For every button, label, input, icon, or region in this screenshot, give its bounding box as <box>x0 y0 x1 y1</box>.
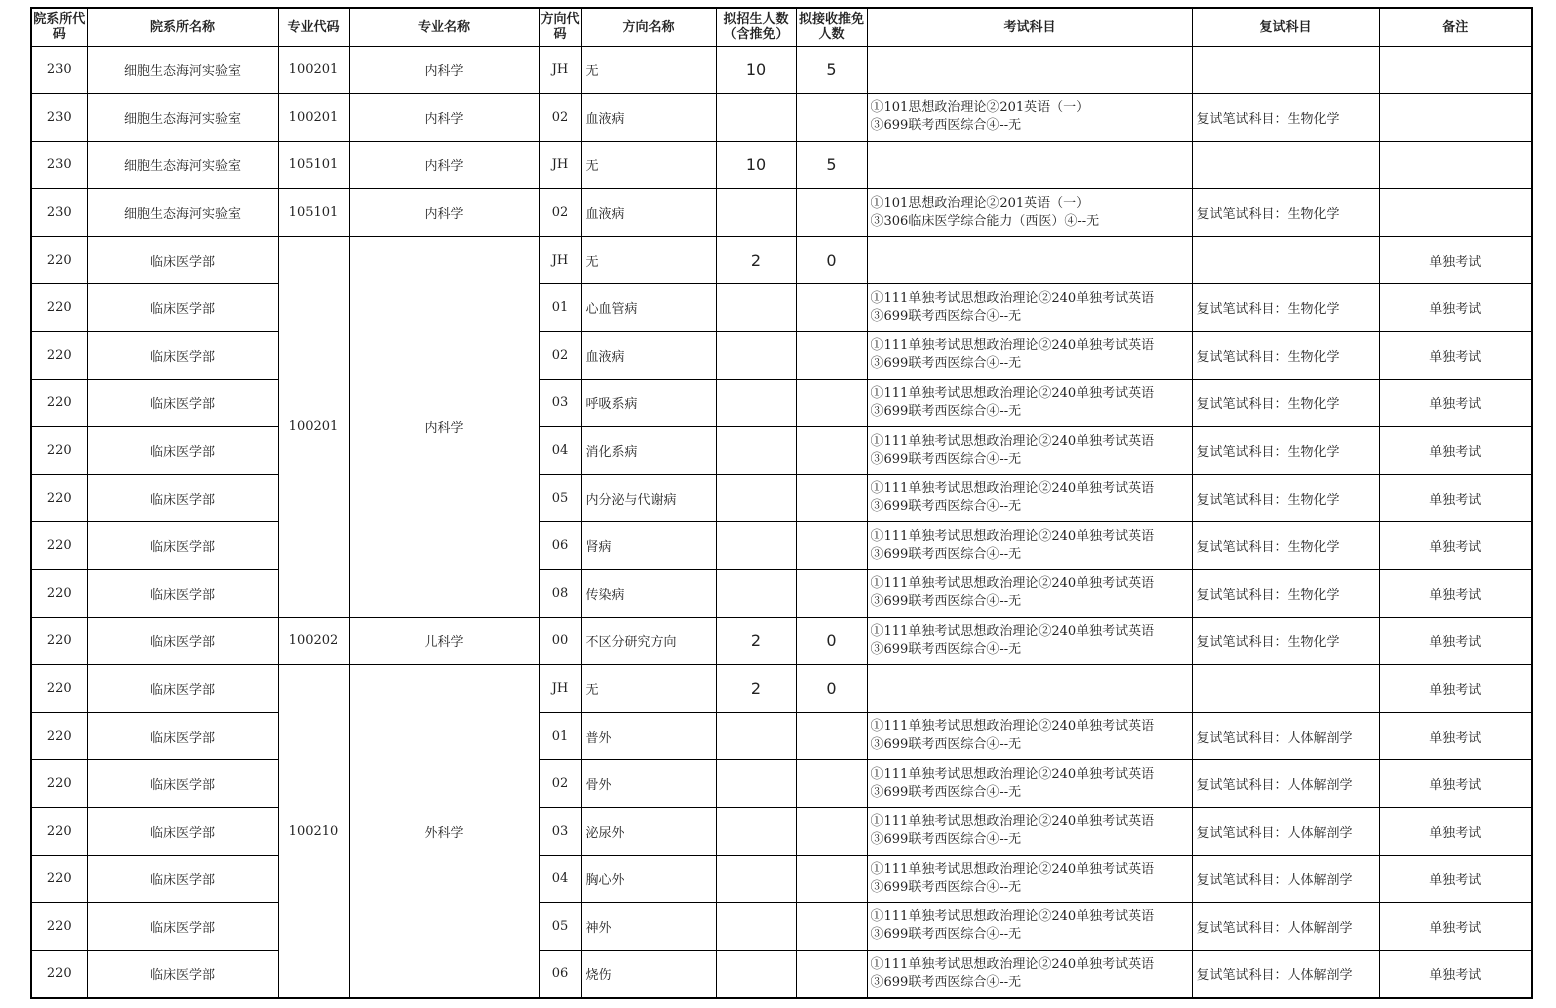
header-dept-code: 院系所代码 <box>31 8 87 46</box>
dir-name-cell: 胸心外 <box>581 855 716 903</box>
retest-subjects-cell: 复试笔试科目：生物化学 <box>1192 284 1379 332</box>
note-cell: 单独考试 <box>1379 903 1532 951</box>
exam-line-1: ①111单独考试思想政治理论②240单独考试英语 <box>870 909 1155 925</box>
retest-subjects-cell: 复试笔试科目：生物化学 <box>1192 189 1379 237</box>
dept-code-cell: 220 <box>31 665 87 713</box>
dir-name-cell: 心血管病 <box>581 284 716 332</box>
dir-name-cell: 无 <box>581 141 716 189</box>
major-name-cell: 内科学 <box>349 236 539 617</box>
table-row <box>31 808 1532 856</box>
dept-code-cell: 220 <box>31 284 87 332</box>
exam-subjects-cell <box>867 855 1192 903</box>
dept-name-cell: 临床医学部 <box>87 950 278 998</box>
dir-code-cell: 06 <box>539 522 581 570</box>
dir-code-cell: 01 <box>539 712 581 760</box>
major-code-cell: 100201 <box>278 94 349 142</box>
dir-name-cell: 普外 <box>581 712 716 760</box>
enroll-count-cell: 10 <box>716 141 796 189</box>
table-row <box>31 665 1532 713</box>
dept-code-cell: 220 <box>31 379 87 427</box>
dir-name-cell: 不区分研究方向 <box>581 617 716 665</box>
enroll-count-cell <box>716 332 796 380</box>
dir-code-cell: 05 <box>539 474 581 522</box>
exam-line-2: ③699联考西医综合④--无 <box>870 118 1022 134</box>
dept-code-cell: 230 <box>31 189 87 237</box>
exam-line-1: ①111单独考试思想政治理论②240单独考试英语 <box>870 719 1155 735</box>
dept-name-cell: 细胞生态海河实验室 <box>87 189 278 237</box>
dept-name-cell: 临床医学部 <box>87 522 278 570</box>
exempt-count-cell <box>796 284 867 332</box>
exam-subjects-cell <box>867 189 1192 237</box>
dir-code-cell: JH <box>539 46 581 94</box>
table-row <box>31 379 1532 427</box>
major-name-cell: 内科学 <box>349 94 539 142</box>
note-cell: 单独考试 <box>1379 950 1532 998</box>
retest-subjects-cell: 复试笔试科目：生物化学 <box>1192 570 1379 618</box>
exam-line-2: ③699联考西医综合④--无 <box>870 499 1022 515</box>
exempt-count-cell <box>796 332 867 380</box>
retest-subjects-cell: 复试笔试科目：生物化学 <box>1192 474 1379 522</box>
enroll-count-cell <box>716 570 796 618</box>
exam-line-2: ③699联考西医综合④--无 <box>870 879 1022 895</box>
table-body <box>31 46 1532 998</box>
exam-subjects-cell <box>867 379 1192 427</box>
exam-line-1: ①111单独考试思想政治理论②240单独考试英语 <box>870 623 1155 639</box>
note-cell: 单独考试 <box>1379 379 1532 427</box>
major-code-cell: 100202 <box>278 617 349 665</box>
exam-subjects-cell <box>867 474 1192 522</box>
note-cell: 单独考试 <box>1379 570 1532 618</box>
retest-subjects-cell: 复试笔试科目：人体解剖学 <box>1192 903 1379 951</box>
dir-name-cell: 内分泌与代谢病 <box>581 474 716 522</box>
enroll-count-cell <box>716 903 796 951</box>
dept-code-cell: 220 <box>31 332 87 380</box>
exempt-count-cell <box>796 522 867 570</box>
exam-subjects-cell <box>867 46 1192 94</box>
dir-name-cell: 泌尿外 <box>581 808 716 856</box>
note-cell: 单独考试 <box>1379 855 1532 903</box>
dept-code-cell: 220 <box>31 855 87 903</box>
dir-name-cell: 呼吸系病 <box>581 379 716 427</box>
exam-subjects-cell <box>867 94 1192 142</box>
exam-line-2: ③699联考西医综合④--无 <box>870 356 1022 372</box>
dir-code-cell: 06 <box>539 950 581 998</box>
major-name-cell: 内科学 <box>349 189 539 237</box>
exempt-count-cell <box>796 474 867 522</box>
dept-code-cell: 220 <box>31 474 87 522</box>
exam-subjects-cell <box>867 427 1192 475</box>
table-row <box>31 950 1532 998</box>
exam-line-2: ③699联考西医综合④--无 <box>870 927 1022 943</box>
major-code-cell: 105101 <box>278 189 349 237</box>
exempt-count-cell <box>796 950 867 998</box>
retest-subjects-cell: 复试笔试科目：生物化学 <box>1192 427 1379 475</box>
table-row <box>31 284 1532 332</box>
dept-code-cell: 220 <box>31 617 87 665</box>
exam-subjects-cell <box>867 284 1192 332</box>
enroll-count-cell <box>716 855 796 903</box>
enroll-count-cell <box>716 94 796 142</box>
dept-name-cell: 临床医学部 <box>87 474 278 522</box>
dept-code-cell: 230 <box>31 46 87 94</box>
dept-name-cell: 临床医学部 <box>87 617 278 665</box>
enroll-count-cell <box>716 427 796 475</box>
note-cell: 单独考试 <box>1379 617 1532 665</box>
header-exempt: 拟接收推免人数 <box>796 8 867 46</box>
table-row <box>31 332 1532 380</box>
note-cell <box>1379 189 1532 237</box>
exam-line-1: ①101思想政治理论②201英语（一） <box>870 100 1090 116</box>
exam-subjects-cell <box>867 665 1192 713</box>
exam-subjects-cell <box>867 141 1192 189</box>
dir-code-cell: 04 <box>539 427 581 475</box>
exam-line-2: ③699联考西医综合④--无 <box>870 974 1022 990</box>
enroll-count-cell: 2 <box>716 236 796 284</box>
dept-name-cell: 临床医学部 <box>87 284 278 332</box>
exam-line-1: ①111单独考试思想政治理论②240单独考试英语 <box>870 528 1155 544</box>
exempt-count-cell <box>796 570 867 618</box>
retest-subjects-cell <box>1192 46 1379 94</box>
exempt-count-cell: 0 <box>796 665 867 713</box>
enroll-count-cell <box>716 950 796 998</box>
dept-code-cell: 220 <box>31 570 87 618</box>
exam-subjects-cell <box>867 712 1192 760</box>
dept-code-cell: 220 <box>31 808 87 856</box>
note-cell: 单独考试 <box>1379 474 1532 522</box>
dir-code-cell: 03 <box>539 379 581 427</box>
exam-subjects-cell <box>867 236 1192 284</box>
dept-code-cell: 220 <box>31 950 87 998</box>
exempt-count-cell: 0 <box>796 236 867 284</box>
exempt-count-cell <box>796 379 867 427</box>
note-cell: 单独考试 <box>1379 760 1532 808</box>
dir-name-cell: 无 <box>581 665 716 713</box>
note-cell: 单独考试 <box>1379 712 1532 760</box>
dept-name-cell: 临床医学部 <box>87 760 278 808</box>
dir-code-cell: 04 <box>539 855 581 903</box>
dept-code-cell: 230 <box>31 141 87 189</box>
major-name-cell: 儿科学 <box>349 617 539 665</box>
enroll-count-cell <box>716 189 796 237</box>
enroll-count-cell: 2 <box>716 617 796 665</box>
exam-line-1: ①111单独考试思想政治理论②240单独考试英语 <box>870 481 1155 497</box>
header-major-code: 专业代码 <box>278 8 349 46</box>
exam-subjects-cell <box>867 522 1192 570</box>
dept-name-cell: 临床医学部 <box>87 332 278 380</box>
dept-code-cell: 220 <box>31 903 87 951</box>
note-cell <box>1379 141 1532 189</box>
dept-name-cell: 临床医学部 <box>87 570 278 618</box>
dept-name-cell: 临床医学部 <box>87 712 278 760</box>
dir-code-cell: JH <box>539 665 581 713</box>
table-row <box>31 760 1532 808</box>
table-row <box>31 570 1532 618</box>
exam-line-2: ③699联考西医综合④--无 <box>870 403 1022 419</box>
exam-subjects-cell <box>867 808 1192 856</box>
exempt-count-cell <box>796 760 867 808</box>
exam-line-1: ①111单独考试思想政治理论②240单独考试英语 <box>870 290 1155 306</box>
exam-subjects-cell <box>867 760 1192 808</box>
retest-subjects-cell: 复试笔试科目：生物化学 <box>1192 332 1379 380</box>
exempt-count-cell: 5 <box>796 141 867 189</box>
dir-name-cell: 血液病 <box>581 332 716 380</box>
table-row <box>31 94 1532 142</box>
dept-name-cell: 临床医学部 <box>87 236 278 284</box>
exempt-count-cell <box>796 855 867 903</box>
retest-subjects-cell: 复试笔试科目：人体解剖学 <box>1192 808 1379 856</box>
table-row <box>31 522 1532 570</box>
retest-subjects-cell: 复试笔试科目：人体解剖学 <box>1192 760 1379 808</box>
header-dir-name: 方向名称 <box>581 8 716 46</box>
major-code-cell: 100201 <box>278 46 349 94</box>
dept-name-cell: 临床医学部 <box>87 903 278 951</box>
table-row <box>31 617 1532 665</box>
dir-name-cell: 消化系病 <box>581 427 716 475</box>
header-retest: 复试科目 <box>1192 8 1379 46</box>
dept-name-cell: 细胞生态海河实验室 <box>87 141 278 189</box>
header-enroll: 拟招生人数（含推免） <box>716 8 796 46</box>
dept-name-cell: 临床医学部 <box>87 855 278 903</box>
exam-line-2: ③699联考西医综合④--无 <box>870 308 1022 324</box>
enroll-count-cell <box>716 808 796 856</box>
dept-code-cell: 220 <box>31 522 87 570</box>
note-cell: 单独考试 <box>1379 284 1532 332</box>
exempt-count-cell <box>796 903 867 951</box>
dept-code-cell: 220 <box>31 712 87 760</box>
retest-subjects-cell: 复试笔试科目：生物化学 <box>1192 379 1379 427</box>
enroll-count-cell <box>716 712 796 760</box>
dir-code-cell: 02 <box>539 189 581 237</box>
dir-name-cell: 传染病 <box>581 570 716 618</box>
exam-line-2: ③699联考西医综合④--无 <box>870 546 1022 562</box>
note-cell: 单独考试 <box>1379 665 1532 713</box>
major-name-cell: 内科学 <box>349 141 539 189</box>
dir-name-cell: 肾病 <box>581 522 716 570</box>
exam-line-2: ③699联考西医综合④--无 <box>870 641 1022 657</box>
exam-line-2: ③699联考西医综合④--无 <box>870 594 1022 610</box>
exempt-count-cell <box>796 808 867 856</box>
exam-line-1: ①101思想政治理论②201英语（一） <box>870 195 1090 211</box>
exam-line-1: ①111单独考试思想政治理论②240单独考试英语 <box>870 433 1155 449</box>
dir-code-cell: 08 <box>539 570 581 618</box>
dept-code-cell: 220 <box>31 427 87 475</box>
exam-line-1: ①111单独考试思想政治理论②240单独考试英语 <box>870 814 1155 830</box>
table-row <box>31 855 1532 903</box>
dir-name-cell: 血液病 <box>581 94 716 142</box>
dept-name-cell: 临床医学部 <box>87 379 278 427</box>
table-row <box>31 712 1532 760</box>
enroll-count-cell <box>716 474 796 522</box>
table-row <box>31 474 1532 522</box>
dir-name-cell: 神外 <box>581 903 716 951</box>
header-dir-code: 方向代码 <box>539 8 581 46</box>
exam-line-1: ①111单独考试思想政治理论②240单独考试英语 <box>870 956 1155 972</box>
dir-name-cell: 无 <box>581 236 716 284</box>
retest-subjects-cell: 复试笔试科目：人体解剖学 <box>1192 712 1379 760</box>
exam-line-2: ③699联考西医综合④--无 <box>870 737 1022 753</box>
table-row <box>31 189 1532 237</box>
dept-code-cell: 230 <box>31 94 87 142</box>
exam-line-1: ①111单独考试思想政治理论②240单独考试英语 <box>870 338 1155 354</box>
major-code-cell: 100210 <box>278 665 349 998</box>
dir-code-cell: 02 <box>539 94 581 142</box>
exempt-count-cell: 0 <box>796 617 867 665</box>
enroll-count-cell <box>716 379 796 427</box>
dir-name-cell: 无 <box>581 46 716 94</box>
enroll-count-cell <box>716 284 796 332</box>
exam-subjects-cell <box>867 617 1192 665</box>
major-name-cell: 内科学 <box>349 46 539 94</box>
retest-subjects-cell: 复试笔试科目：生物化学 <box>1192 617 1379 665</box>
header-major-name: 专业名称 <box>349 8 539 46</box>
exam-line-1: ①111单独考试思想政治理论②240单独考试英语 <box>870 766 1155 782</box>
enroll-count-cell: 10 <box>716 46 796 94</box>
header-row <box>31 8 1532 46</box>
major-code-cell: 100201 <box>278 236 349 617</box>
enroll-count-cell: 2 <box>716 665 796 713</box>
dir-code-cell: 02 <box>539 332 581 380</box>
retest-subjects-cell <box>1192 236 1379 284</box>
note-cell: 单独考试 <box>1379 427 1532 475</box>
enroll-count-cell <box>716 760 796 808</box>
exam-line-2: ③699联考西医综合④--无 <box>870 451 1022 467</box>
note-cell <box>1379 46 1532 94</box>
dept-name-cell: 临床医学部 <box>87 427 278 475</box>
enrollment-table <box>30 7 1533 999</box>
note-cell <box>1379 94 1532 142</box>
dept-name-cell: 临床医学部 <box>87 808 278 856</box>
exam-line-2: ③306临床医学综合能力（西医）④--无 <box>870 213 1100 229</box>
dept-code-cell: 220 <box>31 236 87 284</box>
exam-line-1: ①111单独考试思想政治理论②240单独考试英语 <box>870 861 1155 877</box>
major-code-cell: 105101 <box>278 141 349 189</box>
dir-code-cell: JH <box>539 236 581 284</box>
table-row <box>31 46 1532 94</box>
retest-subjects-cell <box>1192 665 1379 713</box>
retest-subjects-cell: 复试笔试科目：人体解剖学 <box>1192 950 1379 998</box>
header-dept-name: 院系所名称 <box>87 8 278 46</box>
exam-line-1: ①111单独考试思想政治理论②240单独考试英语 <box>870 576 1155 592</box>
retest-subjects-cell: 复试笔试科目：生物化学 <box>1192 522 1379 570</box>
dir-name-cell: 血液病 <box>581 189 716 237</box>
exam-line-2: ③699联考西医综合④--无 <box>870 784 1022 800</box>
exempt-count-cell <box>796 189 867 237</box>
exempt-count-cell: 5 <box>796 46 867 94</box>
retest-subjects-cell: 复试笔试科目：生物化学 <box>1192 94 1379 142</box>
note-cell: 单独考试 <box>1379 808 1532 856</box>
exempt-count-cell <box>796 712 867 760</box>
dir-code-cell: 02 <box>539 760 581 808</box>
table-row <box>31 427 1532 475</box>
exam-subjects-cell <box>867 903 1192 951</box>
note-cell: 单独考试 <box>1379 522 1532 570</box>
major-name-cell: 外科学 <box>349 665 539 998</box>
dir-name-cell: 烧伤 <box>581 950 716 998</box>
dir-name-cell: 骨外 <box>581 760 716 808</box>
exam-line-1: ①111单独考试思想政治理论②240单独考试英语 <box>870 385 1155 401</box>
exam-subjects-cell <box>867 570 1192 618</box>
table-row <box>31 903 1532 951</box>
dir-code-cell: 05 <box>539 903 581 951</box>
table-row <box>31 141 1532 189</box>
dir-code-cell: 01 <box>539 284 581 332</box>
dept-name-cell: 细胞生态海河实验室 <box>87 94 278 142</box>
exempt-count-cell <box>796 427 867 475</box>
exam-subjects-cell <box>867 950 1192 998</box>
dept-code-cell: 220 <box>31 760 87 808</box>
retest-subjects-cell <box>1192 141 1379 189</box>
header-note: 备注 <box>1379 8 1532 46</box>
enroll-count-cell <box>716 522 796 570</box>
exam-line-2: ③699联考西医综合④--无 <box>870 832 1022 848</box>
table-row <box>31 236 1532 284</box>
exempt-count-cell <box>796 94 867 142</box>
note-cell: 单独考试 <box>1379 236 1532 284</box>
dept-name-cell: 细胞生态海河实验室 <box>87 46 278 94</box>
dir-code-cell: 03 <box>539 808 581 856</box>
dir-code-cell: 00 <box>539 617 581 665</box>
note-cell: 单独考试 <box>1379 332 1532 380</box>
header-exam: 考试科目 <box>867 8 1192 46</box>
retest-subjects-cell: 复试笔试科目：人体解剖学 <box>1192 855 1379 903</box>
exam-subjects-cell <box>867 332 1192 380</box>
dir-code-cell: JH <box>539 141 581 189</box>
dept-name-cell: 临床医学部 <box>87 665 278 713</box>
